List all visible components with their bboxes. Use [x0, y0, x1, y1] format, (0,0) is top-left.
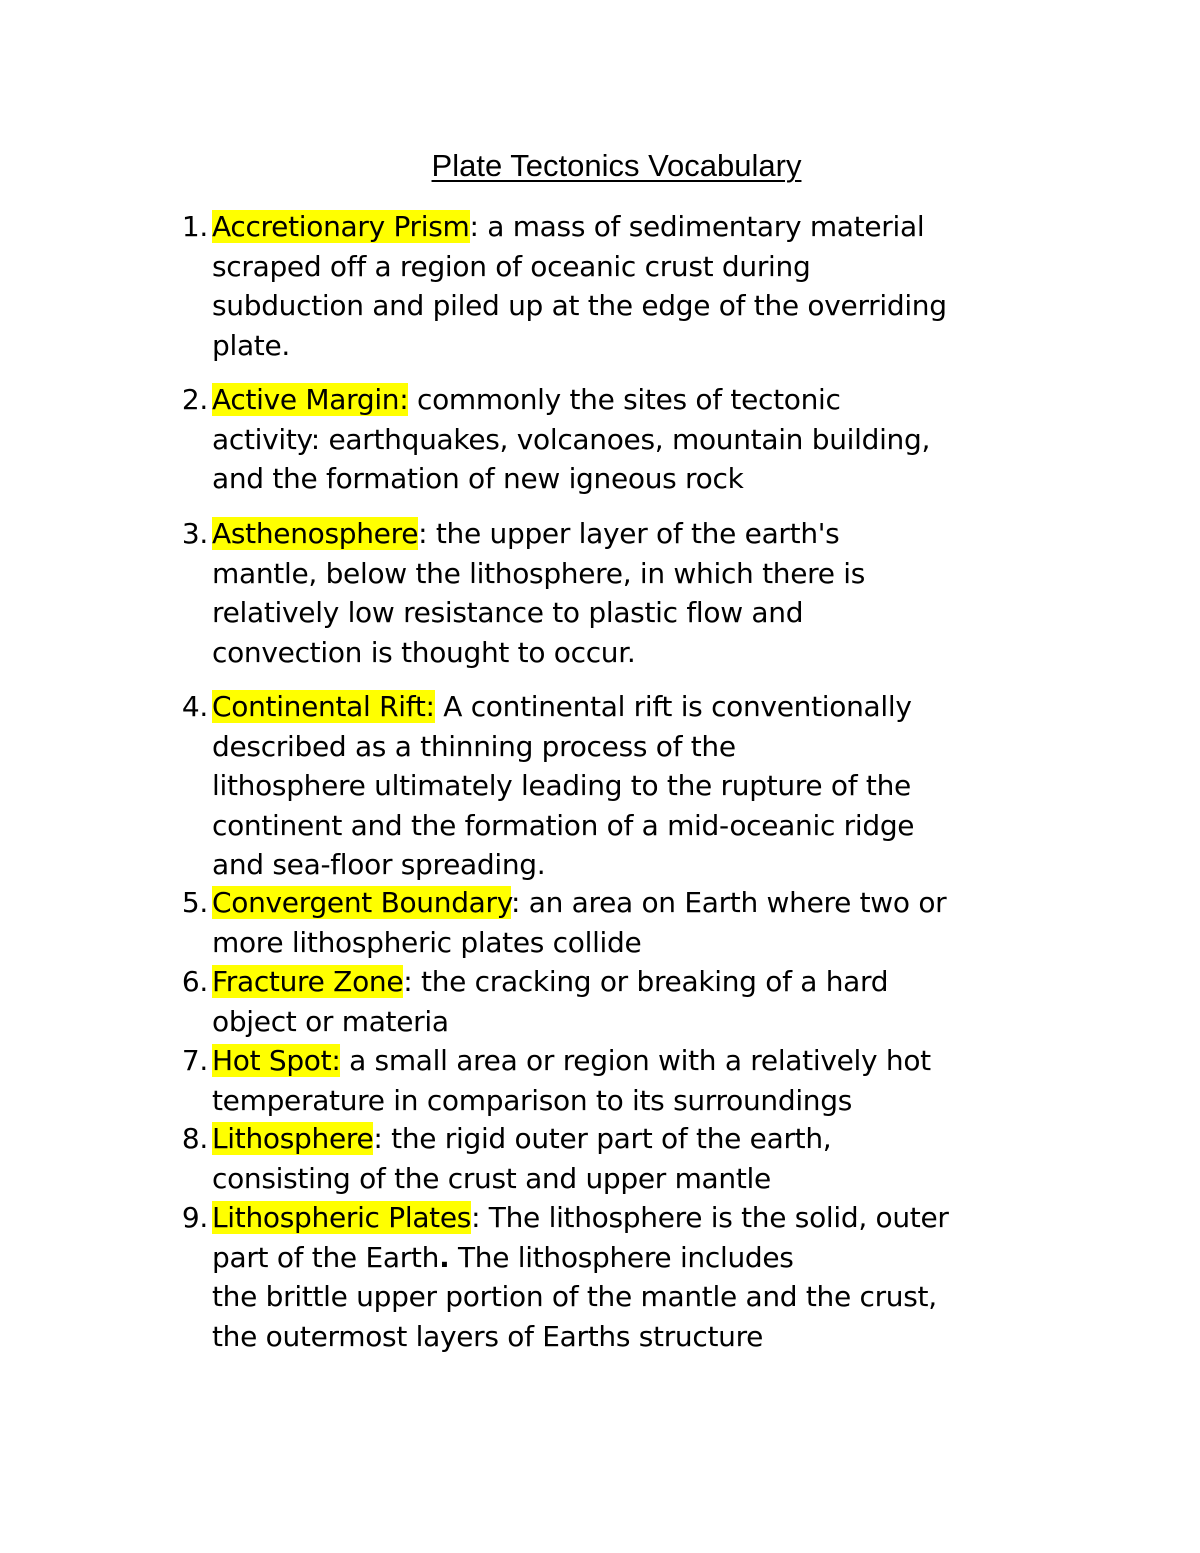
- vocab-item-asthenosphere: [181, 514, 1092, 672]
- vocab-term: Asthenosphere: [212, 517, 419, 550]
- definition-line: : The lithosphere is the solid, outer: [471, 1201, 949, 1234]
- vocab-term: Continental Rift:: [212, 690, 435, 723]
- definition-line: more lithospheric plates collide: [212, 925, 642, 959]
- vocab-term: Active Margin:: [212, 383, 409, 416]
- definition-line: relatively low resistance to plastic flow and: [212, 596, 804, 629]
- vocab-item-fracture-zone: [181, 962, 1092, 1041]
- definition-line: : the rigid outer part of the earth,: [373, 1122, 832, 1155]
- vocab-item-accretionary-prism: [181, 207, 1092, 365]
- definition-line: activity: earthquakes, volcanoes, mountain building,: [212, 422, 931, 456]
- item-number: 4.: [181, 690, 208, 723]
- definition-line: . The lithosphere includes: [439, 1240, 794, 1274]
- definition-line: part of the Earth: [212, 1240, 440, 1274]
- vocab-term: Lithosphere: [212, 1122, 374, 1155]
- item-number: 2.: [181, 383, 208, 416]
- definition-line: convection is thought to occur.: [212, 635, 636, 669]
- definition-line: : a mass of sedimentary material: [469, 210, 925, 243]
- vocab-term: Hot Spot:: [212, 1044, 341, 1077]
- definition-line: mantle, below the lithosphere, in which there is: [212, 556, 866, 590]
- definition-line: a small area or region with a relatively hot: [340, 1044, 931, 1077]
- definition-line: described as a thinning process of the: [212, 729, 736, 763]
- definition-line: and the formation of new igneous rock: [212, 462, 744, 495]
- definition-line: object or materia: [212, 1004, 449, 1038]
- item-number: 1.: [181, 210, 208, 243]
- definition-line: : the upper layer of the earth's: [418, 517, 840, 550]
- vocab-item-hot-spot: [181, 1041, 1092, 1120]
- definition-line: A continental rift is conventionally: [434, 690, 912, 723]
- item-number: 9.: [181, 1201, 208, 1234]
- vocab-item-lithospheric-plates: [181, 1198, 1092, 1356]
- definition-line: continent and the formation of a mid-oceanic ridge: [212, 808, 915, 842]
- definition-line: subduction and piled up at the edge of the overriding: [212, 289, 947, 322]
- page-title: Plate Tectonics Vocabulary: [431, 148, 802, 183]
- definition-line: commonly the sites of tectonic: [408, 383, 841, 416]
- definition-line: : the cracking or breaking of a hard: [403, 965, 889, 998]
- vocab-term: Accretionary Prism: [212, 210, 470, 243]
- item-number: 7.: [181, 1044, 208, 1077]
- item-number: 5.: [181, 886, 208, 919]
- definition-line: : an area on Earth where two or: [510, 886, 947, 919]
- definition-line: temperature in comparison to its surroundings: [212, 1083, 853, 1117]
- item-number: 8.: [181, 1122, 208, 1155]
- definition-line: the outermost layers of Earths structure: [212, 1319, 764, 1353]
- vocab-term: Fracture Zone: [212, 965, 404, 998]
- vocab-item-continental-rift: [181, 687, 1092, 885]
- vocab-term: Lithospheric Plates: [212, 1201, 472, 1234]
- definition-line: plate.: [212, 328, 291, 362]
- definition-line: scraped off a region of oceanic crust during: [212, 249, 811, 283]
- vocab-item-active-margin: [181, 380, 1092, 499]
- definition-line: lithosphere ultimately leading to the rupture of the: [212, 769, 911, 802]
- vocab-item-lithosphere: [181, 1119, 1092, 1198]
- definition-line: the brittle upper portion of the mantle and the crust,: [212, 1280, 937, 1313]
- item-number: 3.: [181, 517, 208, 550]
- definition-line: consisting of the crust and upper mantle: [212, 1161, 771, 1195]
- definition-line: and sea-floor spreading.: [212, 848, 546, 881]
- vocab-term: Convergent Boundary: [212, 886, 511, 919]
- item-number: 6.: [181, 965, 208, 998]
- vocab-item-convergent-boundary: [181, 883, 1092, 962]
